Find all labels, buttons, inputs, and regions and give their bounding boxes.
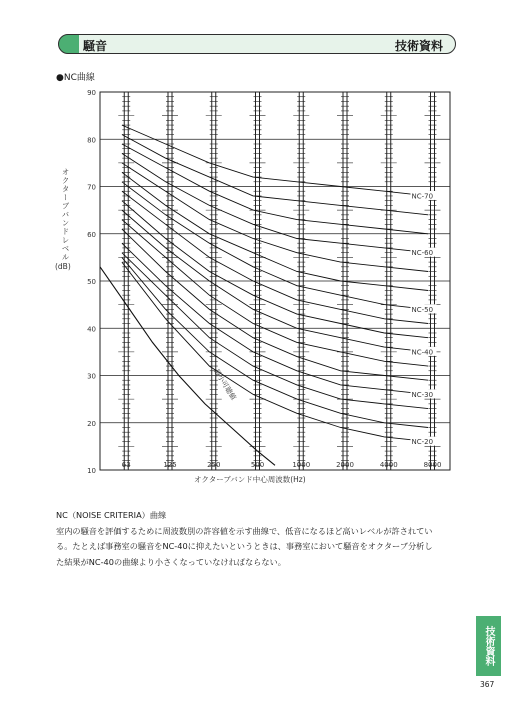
description-line: た結果がNC-40の曲線より小さくなっていなければならない。 — [56, 556, 286, 567]
y-tick-label: 30 — [87, 372, 96, 381]
y-tick-label: 80 — [87, 136, 96, 145]
x-tick-label: 250 — [207, 461, 221, 469]
x-tick-label: 8000 — [423, 461, 442, 469]
threshold-label: 最小可聴値 — [212, 367, 238, 402]
section-title: ●NC曲線 — [56, 73, 95, 83]
x-tick-label: 500 — [250, 461, 265, 469]
nc-curve-label: NC-60 — [411, 249, 434, 258]
description-line: 室内の騒音を評価するために周波数別の許容値を示す曲線で、低音になるほど高いレベルが許されてい — [56, 525, 433, 536]
x-tick-label: 1000 — [292, 461, 311, 469]
nc-curve-label: NC-30 — [411, 390, 434, 399]
y-tick-label: 10 — [87, 467, 96, 475]
x-tick-label: 125 — [163, 461, 177, 469]
y-tick-label: 20 — [87, 419, 96, 428]
nc-curve-label: NC-20 — [411, 438, 434, 447]
y-axis-label: オクターブバンドレベル — [61, 168, 70, 262]
y-tick-label: 60 — [87, 230, 96, 239]
header-title: 騒音 — [83, 39, 108, 53]
description-block — [56, 508, 456, 570]
x-tick-label: 4000 — [379, 461, 398, 469]
y-tick-label: 50 — [87, 278, 96, 286]
description-line: る。たとえば事務室の騒音をNC-40に抑えたいというときは、事務室において騒音をオクターブ分析し — [56, 541, 433, 551]
x-tick-label: 2000 — [336, 461, 354, 469]
nc-curve-label: NC-50 — [411, 305, 434, 314]
y-tick-label: 40 — [87, 325, 96, 334]
y-tick-label: 90 — [87, 89, 96, 97]
side-tab[interactable]: 技術資料 — [476, 616, 501, 676]
description-heading: NC（NOISE CRITERIA）曲線 — [56, 510, 167, 520]
nc-curve-label: NC-70 — [411, 192, 434, 201]
x-tick-label: 63 — [121, 461, 131, 469]
y-axis-unit: (dB) — [55, 262, 71, 271]
header-category: 技術資料 — [394, 39, 443, 53]
x-axis-label: オクターブバンド中心周波数(Hz) — [194, 475, 306, 484]
nc-curve-label: NC-40 — [411, 348, 434, 357]
y-tick-label: 70 — [87, 183, 96, 192]
page-number: 367 — [480, 680, 495, 689]
